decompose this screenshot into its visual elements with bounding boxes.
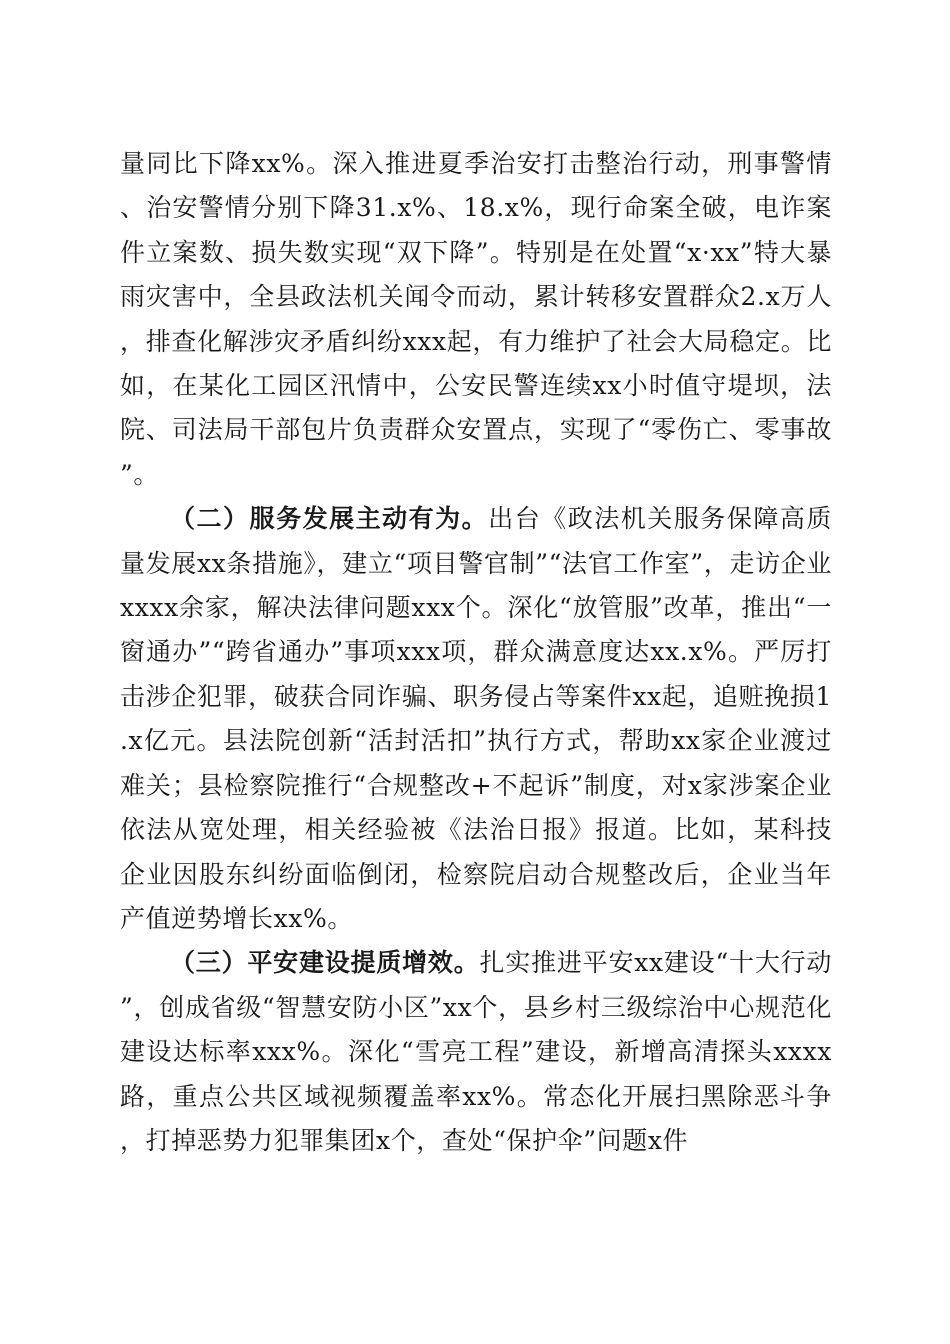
paragraph-service-development xyxy=(120,497,832,941)
section-heading: （三）平安建设提质增效。 xyxy=(170,948,480,978)
paragraph-text: 出台《政法机关服务保障高质量发展xx条措施》，建立“项目警官制”“法官工作室”，走访企业xxxx余家，解决法律问题xxx个。深化“放管服”改革，推出“一窗通办”“跨省通办”事项xxx项，群众满意度达xx.x%。严厉打击涉企犯罪，破获合同诈骗、职务侵占等案件xx起，追赃挽损1.x亿元。县法院创新“活封活扣”执行方式，帮助xx家企业渡过难关；县检察院推行“合规整改+不起诉”制度，对x家涉案企业依法从宽处理，相关经验被《法治日报》报道。比如，某科技企业因股东纠纷面临倒闭，检察院启动合规整改后，企业当年产值逆势增长xx%。 xyxy=(120,504,832,933)
paragraph-safety-construction xyxy=(120,941,832,1163)
paragraph-continuation xyxy=(120,142,832,497)
section-heading: （二）服务发展主动有为。 xyxy=(170,504,489,534)
document-body xyxy=(120,142,832,1163)
paragraph-text: 量同比下降xx%。深入推进夏季治安打击整治行动，刑事警情、治安警情分别下降31.x%、18.x%，现行命案全破，电诈案件立案数、损失数实现“双下降”。特别是在处置“x·xx”特大暴雨灾害中，全县政法机关闻令而动，累计转移安置群众2.x万人，排查化解涉灾矛盾纠纷xxx起，有力维护了社会大局稳定。比如，在某化工园区汛情中，公安民警连续xx小时值守堤坝，法院、司法局干部包片负责群众安置点，实现了“零伤亡、零事故”。 xyxy=(120,149,832,489)
paragraph-text: 扎实推进平安xx建设“十大行动”，创成省级“智慧安防小区”xx个，县乡村三级综治中心规范化建设达标率xxx%。深化“雪亮工程”建设，新增高清探头xxxx路，重点公共区域视频覆盖率xx%。常态化开展扫黑除恶斗争，打掉恶势力犯罪集团x个，查处“保护伞”问题x件 xyxy=(120,948,832,1155)
